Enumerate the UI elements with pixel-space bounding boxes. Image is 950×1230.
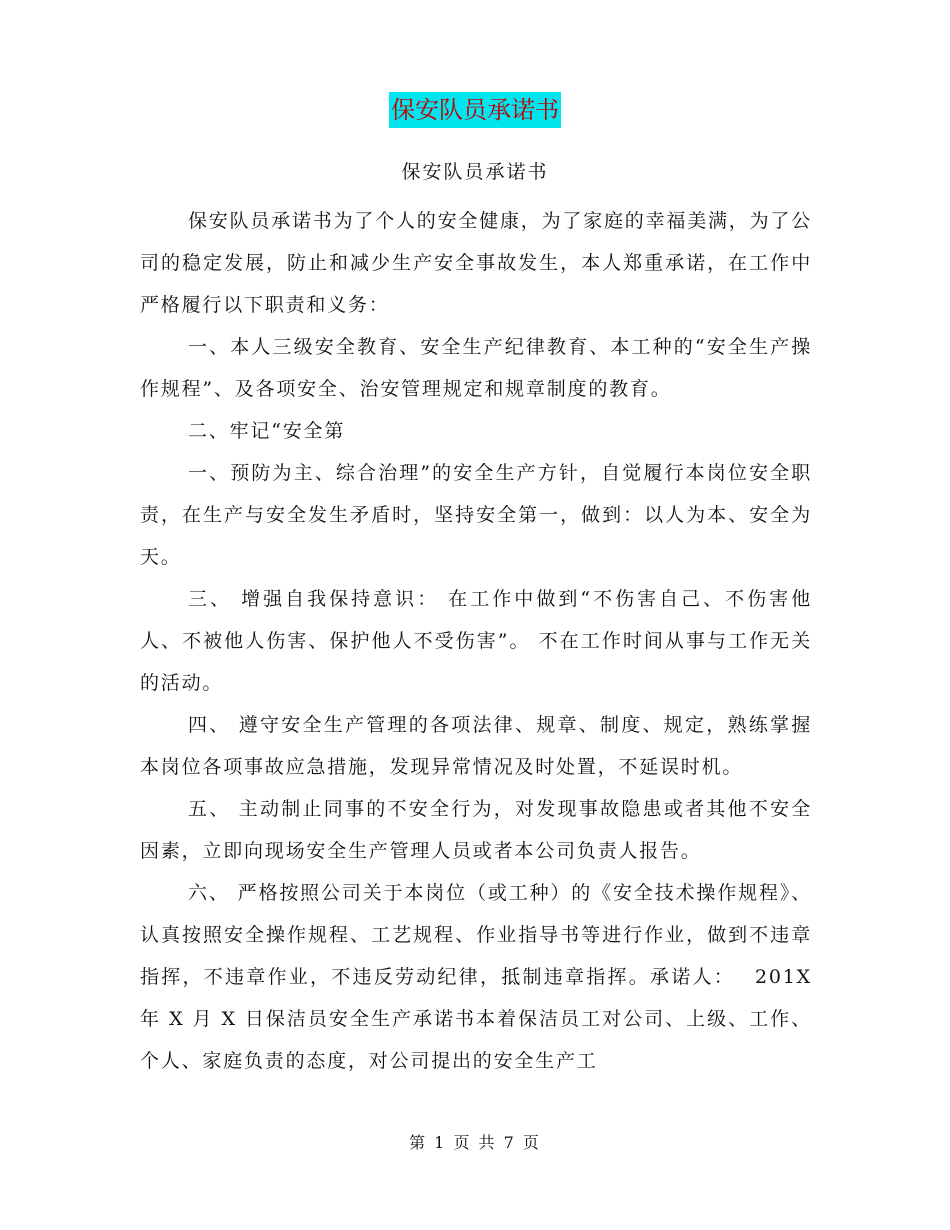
paragraph-item-4: 四、 遵守安全生产管理的各项法律、规章、制度、规定，熟练掌握本岗位各项事故应急措施，发现异常情况及时处置，不延误时机。 [140,714,812,778]
paragraph-item-3: 三、 增强自我保持意识： 在工作中做到“不伤害自己、不伤害他人、不被他人伤害、保护他人不受伤害”。 不在工作时间从事与工作无关的活动。 [140,588,812,694]
document-body [140,200,812,1082]
document-subtitle: 保安队员承诺书 [401,161,549,183]
title-area [0,92,950,128]
paragraph-item-1: 一、本人三级安全教育、安全生产纪律教育、本工种的“安全生产操作规程”、及各项安全、治安管理规定和规章制度的教育。 [140,336,812,400]
paragraph-item-2-continued: 一、预防为主、综合治理”的安全生产方针，自觉履行本岗位安全职责，在生产与安全发生矛盾时，坚持安全第一，做到：以人为本、安全为天。 [140,462,812,568]
paragraph-item-5: 五、 主动制止同事的不安全行为，对发现事故隐患或者其他不安全因素，立即向现场安全生产管理人员或者本公司负责人报告。 [140,798,812,862]
document-title: 保安队员承诺书 [389,92,561,128]
paragraph-item-2: 二、牢记“安全第 [188,420,346,442]
paragraph-item-6: 六、 严格按照公司关于本岗位（或工种）的《安全技术操作规程》、 认真按照安全操作规程、工艺规程、作业指导书等进行作业，做到不违章指挥，不违章作业，不违反劳动纪律，抵制违章指挥。承诺人： 201X 年 X 月 X 日保洁员安全生产承诺书本着保洁员工对公司、上级、工作、个人、家庭负责的态度，对公司提出的安全生产工 [140,882,812,1072]
page-footer: 第 1 页 共 7 页 [409,1133,541,1152]
paragraph-intro: 保安队员承诺书为了个人的安全健康，为了家庭的幸福美满，为了公司的稳定发展，防止和减少生产安全事故发生，本人郑重承诺，在工作中严格履行以下职责和义务： [140,210,813,316]
